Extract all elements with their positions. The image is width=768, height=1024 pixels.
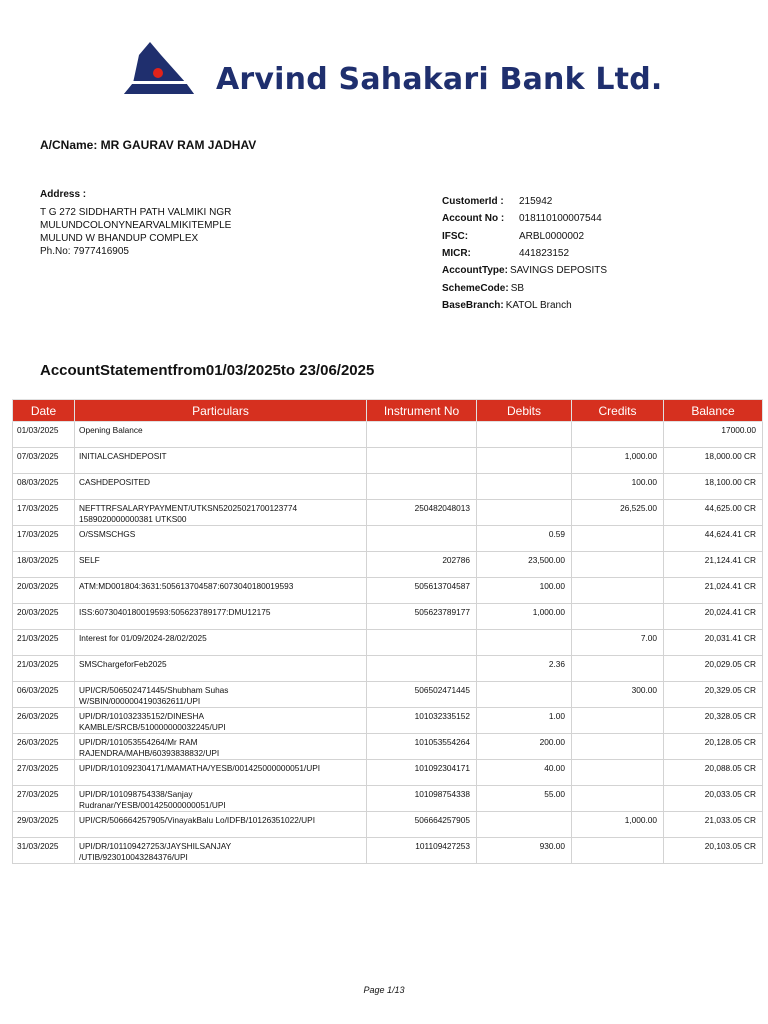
address-line: MULUND W BHANDUP COMPLEX (40, 233, 199, 244)
debit-cell: 930.00 (477, 838, 572, 864)
address-line: T G 272 SIDDHARTH PATH VALMIKI NGR (40, 207, 232, 218)
instrument-no-cell (367, 448, 477, 474)
account-name: A/CName: MR GAURAV RAM JADHAV (40, 138, 257, 152)
column-header-debits: Debits (477, 400, 572, 422)
table-row (13, 656, 763, 682)
date-cell: 18/03/2025 (13, 552, 75, 578)
phone-number: Ph.No: 7977416905 (40, 246, 129, 257)
debit-cell: 100.00 (477, 578, 572, 604)
table-row (13, 708, 763, 734)
instrument-no-cell (367, 630, 477, 656)
credit-cell (572, 838, 664, 864)
instrument-no-cell: 101032335152 (367, 708, 477, 734)
account-no-value: 018110100007544 (519, 213, 602, 225)
account-type-value: SAVINGS DEPOSITS (509, 265, 607, 277)
credit-cell (572, 656, 664, 682)
balance-cell: 20,033.05 CR (664, 786, 763, 812)
column-header-credits: Credits (572, 400, 664, 422)
table-row (13, 682, 763, 708)
credit-cell: 1,000.00 (572, 448, 664, 474)
particulars-cell: UPI/DR/101053554264/Mr RAM RAJENDRA/MAHB/60393838832/UPI (75, 734, 367, 760)
instrument-no-cell: 202786 (367, 552, 477, 578)
debit-cell (477, 500, 572, 526)
column-header-instrument-no: Instrument No (367, 400, 477, 422)
particulars-cell: ISS:6073040180019593:505623789177:DMU12175 (75, 604, 367, 630)
address-line: MULUNDCOLONYNEARVALMIKITEMPLE (40, 220, 232, 231)
balance-cell: 20,328.05 CR (664, 708, 763, 734)
credit-cell (572, 422, 664, 448)
account-type-label: AccountType: (442, 265, 508, 277)
page-number: Page 1/13 (363, 985, 405, 995)
balance-cell: 18,000.00 CR (664, 448, 763, 474)
base-branch-row (442, 297, 607, 314)
debit-cell (477, 448, 572, 474)
instrument-no-cell: 505623789177 (367, 604, 477, 630)
micr-value: 441823152 (519, 248, 570, 260)
transactions-table (12, 399, 763, 864)
instrument-no-cell (367, 474, 477, 500)
particulars-cell: Interest for 01/09/2024-28/02/2025 (75, 630, 367, 656)
balance-cell: 21,024.41 CR (664, 578, 763, 604)
table-row (13, 734, 763, 760)
date-cell: 20/03/2025 (13, 578, 75, 604)
scheme-code-value: SB (510, 282, 525, 294)
credit-cell: 7.00 (572, 630, 664, 656)
date-cell: 26/03/2025 (13, 708, 75, 734)
address-label: Address : (40, 189, 87, 200)
particulars-cell: Opening Balance (75, 422, 367, 448)
balance-cell: 17000.00 (664, 422, 763, 448)
credit-cell (572, 760, 664, 786)
debit-cell (477, 682, 572, 708)
table-row (13, 500, 763, 526)
table-row (13, 630, 763, 656)
instrument-no-cell: 101109427253 (367, 838, 477, 864)
particulars-cell: UPI/CR/506502471445/Shubham Suhas W/SBIN/0000004190362611/UPI (75, 682, 367, 708)
instrument-no-cell: 506664257905 (367, 812, 477, 838)
table-row (13, 578, 763, 604)
instrument-no-cell: 101053554264 (367, 734, 477, 760)
date-cell: 21/03/2025 (13, 656, 75, 682)
bank-name: Arvind Sahakari Bank Ltd. (216, 62, 663, 97)
base-branch-label: BaseBranch: (442, 299, 504, 311)
table-header-row (13, 400, 763, 422)
table-row (13, 604, 763, 630)
debit-cell: 1,000.00 (477, 604, 572, 630)
account-info (442, 193, 607, 314)
date-cell: 21/03/2025 (13, 630, 75, 656)
instrument-no-cell: 505613704587 (367, 578, 477, 604)
date-cell: 31/03/2025 (13, 838, 75, 864)
date-cell: 26/03/2025 (13, 734, 75, 760)
balance-cell: 20,103.05 CR (664, 838, 763, 864)
particulars-cell: UPI/DR/101109427253/JAYSHILSANJAY /UTIB/923010043284376/UPI (75, 838, 367, 864)
particulars-cell: SELF (75, 552, 367, 578)
address-block (40, 188, 231, 258)
credit-cell (572, 604, 664, 630)
balance-cell: 20,031.41 CR (664, 630, 763, 656)
credit-cell: 1,000.00 (572, 812, 664, 838)
particulars-cell: ATM:MD001804:3631:505613704587:6073040180019593 (75, 578, 367, 604)
balance-cell: 20,029.05 CR (664, 656, 763, 682)
scheme-code-row (442, 279, 607, 296)
debit-cell: 1.00 (477, 708, 572, 734)
particulars-cell: CASHDEPOSITED (75, 474, 367, 500)
table-row (13, 422, 763, 448)
credit-cell (572, 734, 664, 760)
balance-cell: 20,024.41 CR (664, 604, 763, 630)
base-branch-value: KATOL Branch (505, 299, 572, 311)
balance-cell: 44,624.41 CR (664, 526, 763, 552)
particulars-cell: UPI/DR/101032335152/DINESHA KAMBLE/SRCB/510000000032245/UPI (75, 708, 367, 734)
date-cell: 07/03/2025 (13, 448, 75, 474)
particulars-cell: NEFTTRFSALARYPAYMENT/UTKSN52025021700123774 1589020000000381 UTKS00 (75, 500, 367, 526)
instrument-no-cell: 101092304171 (367, 760, 477, 786)
table-row (13, 812, 763, 838)
particulars-cell: O/SSMSCHGS (75, 526, 367, 552)
date-cell: 01/03/2025 (13, 422, 75, 448)
table-row (13, 474, 763, 500)
debit-cell (477, 630, 572, 656)
credit-cell (572, 578, 664, 604)
credit-cell (572, 708, 664, 734)
table-row (13, 552, 763, 578)
instrument-no-cell (367, 656, 477, 682)
debit-cell: 200.00 (477, 734, 572, 760)
debit-cell: 0.59 (477, 526, 572, 552)
balance-cell: 21,124.41 CR (664, 552, 763, 578)
instrument-no-cell: 506502471445 (367, 682, 477, 708)
particulars-cell: UPI/DR/101092304171/MAMATHA/YESB/001425000000051/UPI (75, 760, 367, 786)
debit-cell: 23,500.00 (477, 552, 572, 578)
instrument-no-cell (367, 422, 477, 448)
balance-cell: 18,100.00 CR (664, 474, 763, 500)
bank-logo (124, 42, 194, 94)
column-header-balance: Balance (664, 400, 763, 422)
column-header-date: Date (13, 400, 75, 422)
column-header-particulars: Particulars (75, 400, 367, 422)
balance-cell: 20,329.05 CR (664, 682, 763, 708)
balance-cell: 21,033.05 CR (664, 812, 763, 838)
date-cell: 27/03/2025 (13, 786, 75, 812)
customer-id-label: CustomerId : (442, 196, 504, 208)
date-cell: 27/03/2025 (13, 760, 75, 786)
debit-cell: 40.00 (477, 760, 572, 786)
particulars-cell: UPI/CR/506664257905/VinayakBalu Lo/IDFB/10126351022/UPI (75, 812, 367, 838)
debit-cell (477, 422, 572, 448)
particulars-cell: SMSChargeforFeb2025 (75, 656, 367, 682)
date-cell: 17/03/2025 (13, 526, 75, 552)
date-cell: 08/03/2025 (13, 474, 75, 500)
credit-cell: 300.00 (572, 682, 664, 708)
balance-cell: 44,625.00 CR (664, 500, 763, 526)
ifsc-row (442, 228, 607, 245)
balance-cell: 20,088.05 CR (664, 760, 763, 786)
debit-cell: 55.00 (477, 786, 572, 812)
instrument-no-cell (367, 526, 477, 552)
table-row (13, 526, 763, 552)
balance-cell: 20,128.05 CR (664, 734, 763, 760)
particulars-cell: INITIALCASHDEPOSIT (75, 448, 367, 474)
ifsc-value: ARBL0000002 (519, 230, 585, 242)
account-type-row (442, 262, 607, 279)
ifsc-label: IFSC: (442, 230, 469, 242)
statement-title: AccountStatementfrom01/03/2025to 23/06/2025 (40, 362, 375, 379)
customer-id-row (442, 193, 607, 210)
table-row (13, 786, 763, 812)
table-row (13, 448, 763, 474)
scheme-code-label: SchemeCode: (442, 282, 509, 294)
instrument-no-cell: 101098754338 (367, 786, 477, 812)
credit-cell: 100.00 (572, 474, 664, 500)
date-cell: 06/03/2025 (13, 682, 75, 708)
account-no-row (442, 210, 607, 227)
particulars-cell: UPI/DR/101098754338/Sanjay Rudranar/YESB/001425000000051/UPI (75, 786, 367, 812)
credit-cell: 26,525.00 (572, 500, 664, 526)
credit-cell (572, 552, 664, 578)
credit-cell (572, 526, 664, 552)
table-row (13, 838, 763, 864)
instrument-no-cell: 250482048013 (367, 500, 477, 526)
micr-row (442, 245, 607, 262)
date-cell: 17/03/2025 (13, 500, 75, 526)
table-row (13, 760, 763, 786)
customer-id-value: 215942 (519, 196, 553, 208)
date-cell: 20/03/2025 (13, 604, 75, 630)
credit-cell (572, 786, 664, 812)
debit-cell (477, 812, 572, 838)
account-no-label: Account No : (442, 213, 505, 225)
date-cell: 29/03/2025 (13, 812, 75, 838)
debit-cell: 2.36 (477, 656, 572, 682)
micr-label: MICR: (442, 248, 471, 260)
debit-cell (477, 474, 572, 500)
